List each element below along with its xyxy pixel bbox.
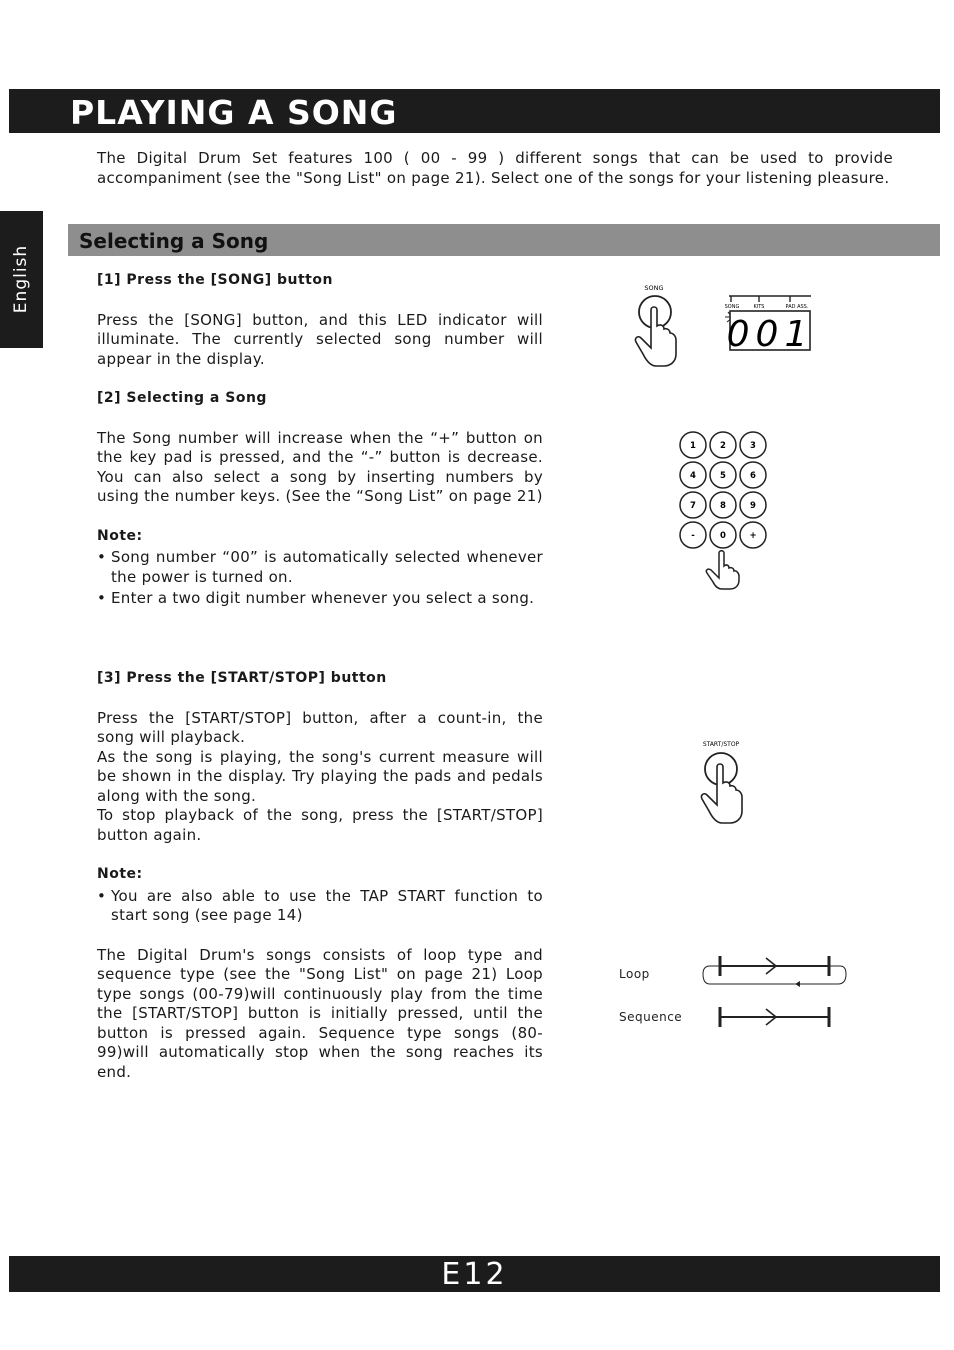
keypad-key: 4 [690,471,696,481]
language-tab-label: English [11,244,31,314]
sequence-label: Sequence [619,1010,683,1024]
note1-heading: Note: [97,527,143,544]
step3-heading: [3] Press the [START/STOP] button [97,670,387,686]
keypad-key: 5 [720,471,726,481]
loop-label: Loop [619,967,650,981]
note1-bullet: • Song number “00” is automatically selected whenever the power is turned on. [97,548,543,587]
step1-heading: [1] Press the [SONG] button [97,272,333,288]
step3-text-3: To stop playback of the song, press the [START/STOP] button again. [97,806,543,844]
step2-text: The Song number will increase when the “+” button on the key pad is pressed, and the “-” button is decrease. You can also select a song by inserting numbers by using the number keys. (See the “Song List” on page 21) [97,428,543,505]
loop-return-path [703,966,846,984]
page-title: PLAYING A SONG [70,93,398,132]
note2-heading: Note: [97,866,143,882]
keypad-diagram [674,428,774,592]
step2-heading: [2] Selecting a Song [97,390,267,406]
keypad-key: 1 [690,441,696,451]
display-label-pad-ass: PAD ASS. [785,304,809,310]
keypad-key: 9 [750,501,756,511]
display-label-song: SONG [724,304,740,310]
display-value: 001 [726,314,814,355]
section-title: Selecting a Song [79,229,269,253]
step3-text-1: Press the [START/STOP] button, after a count-in, the song will playback. [97,708,543,746]
step1-block [97,271,543,369]
note1-bullet: • Enter a two digit number whenever you select a song. [97,589,543,609]
keypad-key: + [749,531,757,541]
step3-text-2: As the song is playing, the song's current measure will be shown in the display. Try playing the pads and pedals along with the song. [97,747,543,805]
keypad-key: 3 [750,441,756,451]
intro-paragraph: The Digital Drum Set features 100 ( 00 - 99 ) different songs that can be used to provide accompaniment (see the "Song List" on page 21). Select one of the songs for your listening pleasure. [97,149,893,187]
keypad-key: 8 [720,501,726,511]
footer-bar [9,1256,940,1292]
step3-block [97,669,543,1082]
pointing-hand-icon [706,551,739,589]
section-bar [68,224,940,256]
keypad-key: 6 [750,471,756,481]
page-number: E12 [441,1257,508,1292]
keypad-key: 7 [690,501,696,511]
step1-text: Press the [SONG] button, and this LED indicator will illuminate. The currently selected song number will appear in the display. [97,310,543,368]
song-button-diagram [620,280,820,370]
keypad-key: - [691,531,695,541]
title-bar [9,89,940,133]
song-button-label: SONG [644,284,664,292]
final-paragraph: The Digital Drum's songs consists of loop type and sequence type (see the "Song List" on page 21) Loop type songs (00-79)will continuously play from the time the [START/STOP] button is initially pressed, until the button is pressed again. Sequence type songs (80-99)will automatically stop when the song reaches its end. [97,945,543,1081]
step2-block [97,389,543,609]
arrow-left-icon [795,981,800,987]
language-tab [0,211,43,348]
display-label-kits: KITS [753,304,765,310]
start-stop-diagram [690,735,760,830]
loop-sequence-diagram [700,952,850,1032]
note2-bullet: • You are also able to use the TAP START function to start song (see page 14) [97,887,543,926]
start-stop-label: START/STOP [702,741,740,748]
keypad-key: 0 [720,531,726,541]
keypad-key: 2 [720,441,726,451]
